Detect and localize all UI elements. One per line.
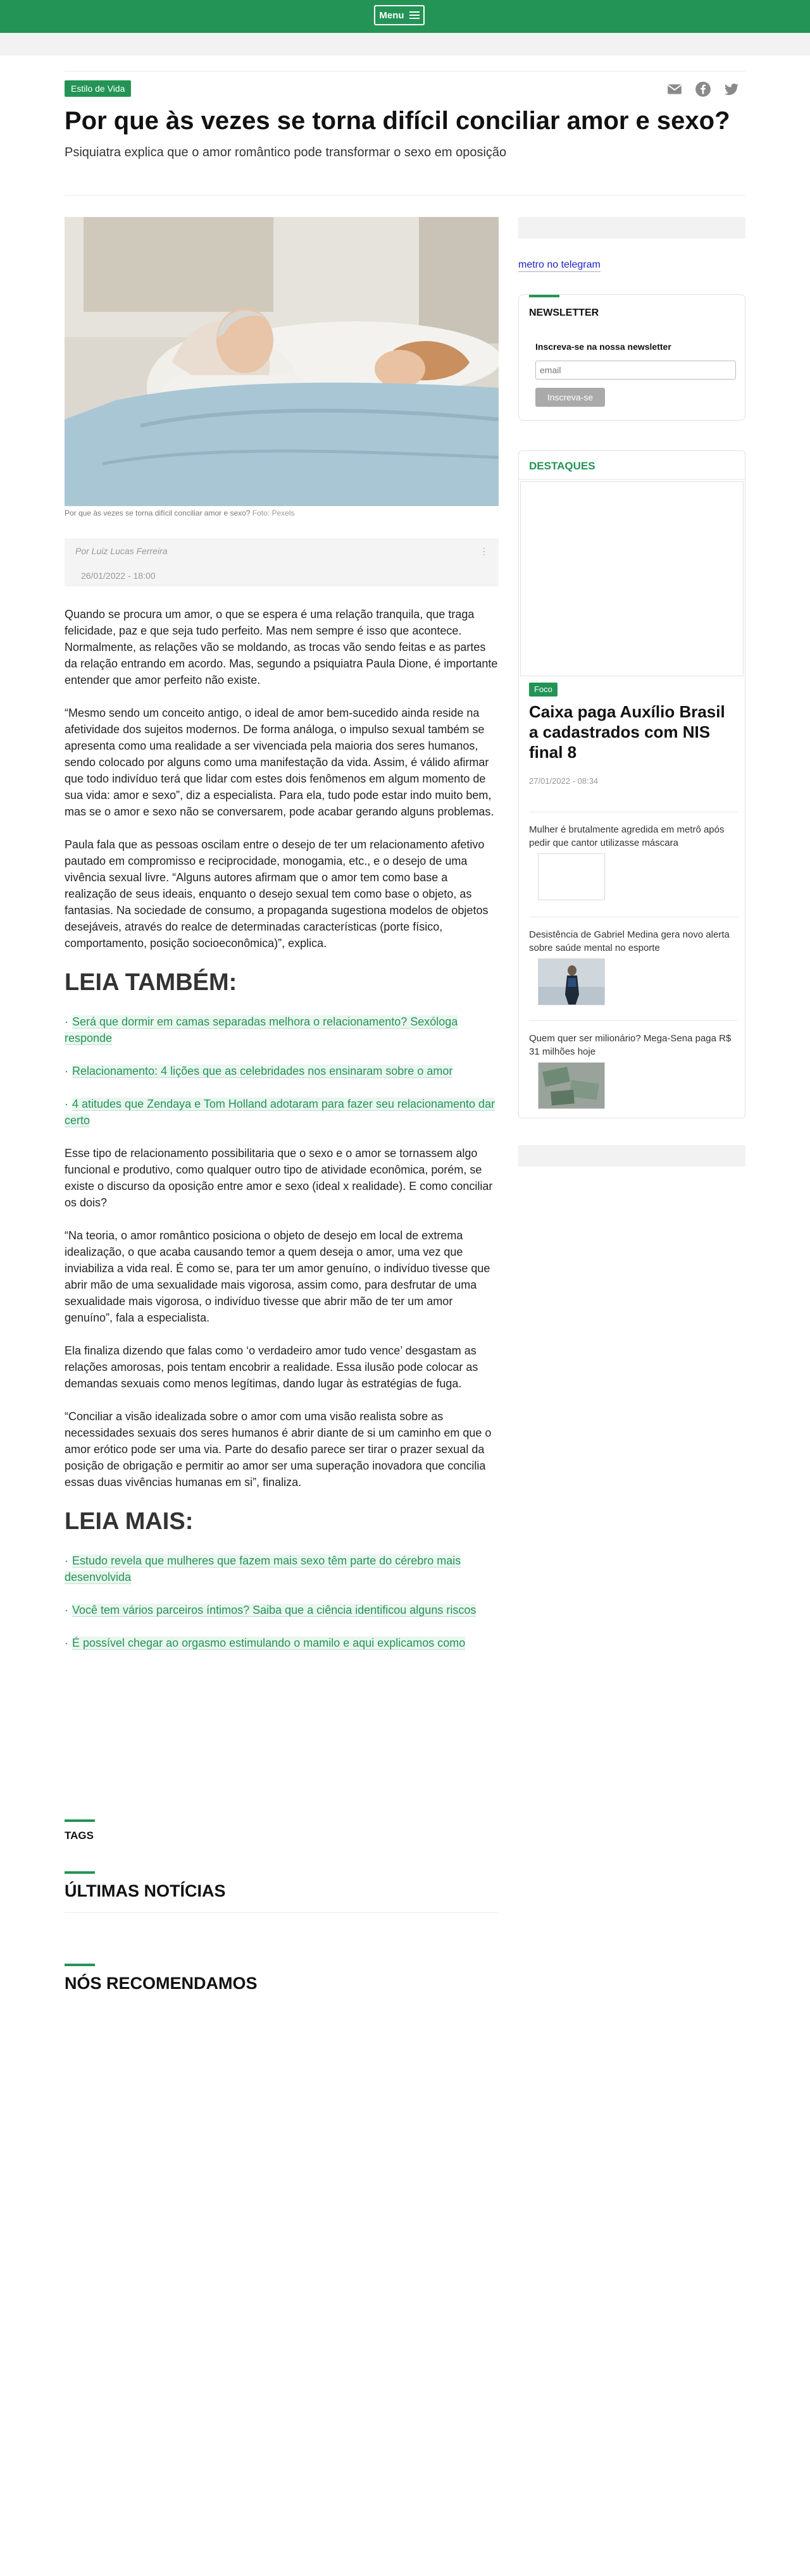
tags-section xyxy=(65,1819,499,1842)
article-body xyxy=(65,606,499,1668)
hero-photo-credit: Foto: Pexels xyxy=(252,509,295,517)
article-paragraph: “Conciliar a visão idealizada sobre o amor com uma visão realista sobre as necessidades sexuais dos seres humanos é abrir diante de si um caminho em que o amor erótico pode ser uma via. Parte do desafio parece ser tirar o prazer sexual da posição de obrigação e permitir ao amor ser uma superação inovadora que concilia essas duas vivências humanas em si”, finaliza. xyxy=(65,1410,492,1489)
section-accent xyxy=(65,1964,95,1966)
newsletter-email-input[interactable] xyxy=(535,361,736,380)
hero-caption-text: Por que às vezes se torna difícil conciliar amor e sexo? xyxy=(65,509,251,517)
section-tag[interactable]: Estilo de Vida xyxy=(65,80,131,97)
featured-headline[interactable]: Caixa paga Auxílio Brasil a cadastrados com NIS final 8 xyxy=(529,702,725,762)
article-paragraph: Ela finaliza dizendo que falas como ‘o verdadeiro amor tudo vence’ desgastam as relações amorosas, pois tentam encobrir a realidade. Essa ilusão pode colocar as demandas sexuais como menos legítimas, dando lugar às estratégias de fuga. xyxy=(65,1344,478,1390)
article-paragraph: Quando se procura um amor, o que se espera é uma relação tranquila, que traga felicidade, paz e que seja tudo perfeito. Mas nem sempre é isso que acontece. Normalmente, as relações vão se moldando, as trocas vão sendo feitas e as partes da relação entrando em acordo. Mas, segundo a psiquiatra Paula Dione, é importante entender que amor perfeito não existe. xyxy=(65,608,498,686)
section-accent xyxy=(65,1871,95,1874)
article-subtitle: Psiquiatra explica que o amor romântico pode transformar o sexo em oposição xyxy=(65,146,507,159)
article-paragraph: Esse tipo de relacionamento possibilitaria que o sexo e o amor se tornassem algo funcional e produtivo, como qualquer outro tipo de atividade econômica, porém, se existe o discurso da oposição entre amor e sexo (ideal x realidade). E como conciliar os dois? xyxy=(65,1147,493,1209)
highlights-box xyxy=(518,450,745,1118)
featured-tag[interactable]: Foco xyxy=(529,683,558,697)
sidebar-ad-slot xyxy=(518,217,745,238)
recommended-heading: NÓS RECOMENDAMOS xyxy=(65,1974,258,1993)
item-divider xyxy=(529,1020,738,1021)
publish-date: 26/01/2022 - 18:00 xyxy=(81,571,156,581)
envelope-icon[interactable] xyxy=(666,81,683,97)
menu-button[interactable] xyxy=(374,5,425,25)
related-link[interactable]: · Estudo revela que mulheres que fazem mais sexo têm parte do cérebro mais desenvolvida xyxy=(65,1554,461,1583)
recommended-section xyxy=(65,1964,499,1993)
author-name: Por Luiz Lucas Ferreira xyxy=(75,546,168,556)
related-link[interactable]: · Será que dormir em camas separadas melhora o relacionamento? Sexóloga responde xyxy=(65,1015,458,1044)
highlight-item-text[interactable]: Desistência de Gabriel Medina gera novo alerta sobre saúde mental no esporte xyxy=(529,929,730,953)
twitter-icon[interactable] xyxy=(723,81,740,97)
related-link-text[interactable]: É possível chegar ao orgasmo estimulando o mamilo e aqui explicamos como xyxy=(72,1637,466,1649)
highlight-item[interactable] xyxy=(529,1032,738,1109)
menu-button-label: Menu xyxy=(379,9,404,21)
hero-image xyxy=(65,217,499,506)
leia-mais-heading: LEIA MAIS: xyxy=(65,1508,194,1535)
section-accent xyxy=(65,1819,95,1822)
sidebar-ad-slot-2 xyxy=(518,1145,745,1167)
highlight-item[interactable] xyxy=(529,928,738,1005)
hero-caption xyxy=(65,509,295,517)
sub-navigation-bar xyxy=(0,33,810,56)
related-link-text[interactable]: Relacionamento: 4 lições que as celebridades nos ensinaram sobre o amor xyxy=(72,1065,453,1077)
newsletter-box xyxy=(518,294,745,421)
byline-box xyxy=(65,538,499,586)
related-link[interactable]: · Relacionamento: 4 lições que as celebridades nos ensinaram sobre o amor xyxy=(65,1065,453,1077)
related-link-text[interactable]: Será que dormir em camas separadas melhora o relacionamento? Sexóloga responde xyxy=(65,1015,458,1044)
related-link-text[interactable]: Você tem vários parceiros íntimos? Saiba que a ciência identificou alguns riscos xyxy=(72,1604,477,1616)
more-options-icon[interactable]: ⋮ xyxy=(480,546,489,556)
article-paragraph: “Mesmo sendo um conceito antigo, o ideal de amor bem-sucedido ainda reside na afetividade dos sujeitos modernos. De forma análoga, o impulso sexual também se apresenta como uma realidade a ser vivenciada pela maioria dos seres humanos, sendo colocado por alguns como uma manifestação da vida. Assim, é válido afirmar que todo indivíduo terá que lidar com estes dois fenômenos em algum momento de sua vida: amor e sexo”, diz a especialista. Para ela, tudo pode estar indo muito bem, mas se o amor e sexo não se conversarem, pode acabar gerando alguns problemas. xyxy=(65,707,494,818)
related-link-text[interactable]: Estudo revela que mulheres que fazem mais sexo têm parte do cérebro mais desenvolvida xyxy=(65,1554,461,1583)
newsletter-label: Inscreva-se na nossa newsletter xyxy=(535,342,671,352)
highlight-thumbnail[interactable] xyxy=(538,958,605,1005)
highlight-thumbnail[interactable] xyxy=(538,1062,605,1109)
related-link[interactable]: · É possível chegar ao orgasmo estimulando o mamilo e aqui explicamos como xyxy=(65,1637,466,1649)
leia-tambem-heading: LEIA TAMBÉM: xyxy=(65,969,237,996)
top-navigation-bar xyxy=(0,0,810,33)
article-title: Por que às vezes se torna difícil conciliar amor e sexo? xyxy=(65,107,730,135)
newsletter-title: NEWSLETTER xyxy=(529,307,599,318)
related-link-text[interactable]: 4 atitudes que Zendaya e Tom Holland adotaram para fazer seu relacionamento dar certo xyxy=(65,1098,495,1127)
highlight-item[interactable] xyxy=(529,823,738,900)
featured-date: 27/01/2022 - 08:34 xyxy=(529,776,599,786)
tags-heading: TAGS xyxy=(65,1830,94,1842)
facebook-icon[interactable] xyxy=(695,81,711,97)
article-paragraph: “Na teoria, o amor romântico posiciona o objeto de desejo em local de extrema idealização, o que acaba causando temor a quem deseja o amor, uma vez que inviabiliza a vida real. É como se, para ter um amor genuíno, o indivíduo tivesse que abrir mão de uma sexualidade mais vigorosa, assim como, para desfrutar de uma sexualidade mais vigorosa, o indivíduo tivesse que abrir mão de ter um amor genuíno”, fala a especialista. xyxy=(65,1229,490,1324)
highlights-divider xyxy=(519,479,745,480)
section-accent xyxy=(529,295,559,297)
related-link[interactable]: · Você tem vários parceiros íntimos? Saiba que a ciência identificou alguns riscos xyxy=(65,1604,477,1616)
latest-news-heading: ÚLTIMAS NOTÍCIAS xyxy=(65,1881,226,1900)
latest-news-section xyxy=(65,1871,499,1913)
telegram-link[interactable]: metro no telegram xyxy=(518,259,601,272)
section-divider xyxy=(65,1912,499,1913)
newsletter-subscribe-button[interactable]: Inscreva-se xyxy=(535,388,605,407)
article-paragraph: Paula fala que as pessoas oscilam entre o desejo de ter um relacionamento afetivo pautado em compromisso e reciprocidade, monogamia, etc., e o desejo de uma vivência sexual livre. “Alguns autores afirmam que o amor tem como base a realização de seus ideais, enquanto o desejo sexual tem como base o objeto, as fantasias. Na sociedade de consumo, a propaganda sugestiona modelos de objetos desejáveis, através do realce de determinadas características (porte físico, comportamento, posição socioeconômica)”, explica. xyxy=(65,838,489,950)
related-link[interactable]: · 4 atitudes que Zendaya e Tom Holland adotaram para fazer seu relacionamento dar certo xyxy=(65,1098,495,1127)
video-embed[interactable] xyxy=(520,481,744,676)
highlight-thumbnail[interactable] xyxy=(538,853,605,900)
highlight-item-text[interactable]: Mulher é brutalmente agredida em metrô após pedir que cantor utilizasse máscara xyxy=(529,824,725,848)
highlights-title: DESTAQUES xyxy=(529,460,595,472)
hamburger-icon xyxy=(409,11,420,19)
highlight-item-text[interactable]: Quem quer ser milionário? Mega-Sena paga R$ 31 milhões hoje xyxy=(529,1033,732,1057)
